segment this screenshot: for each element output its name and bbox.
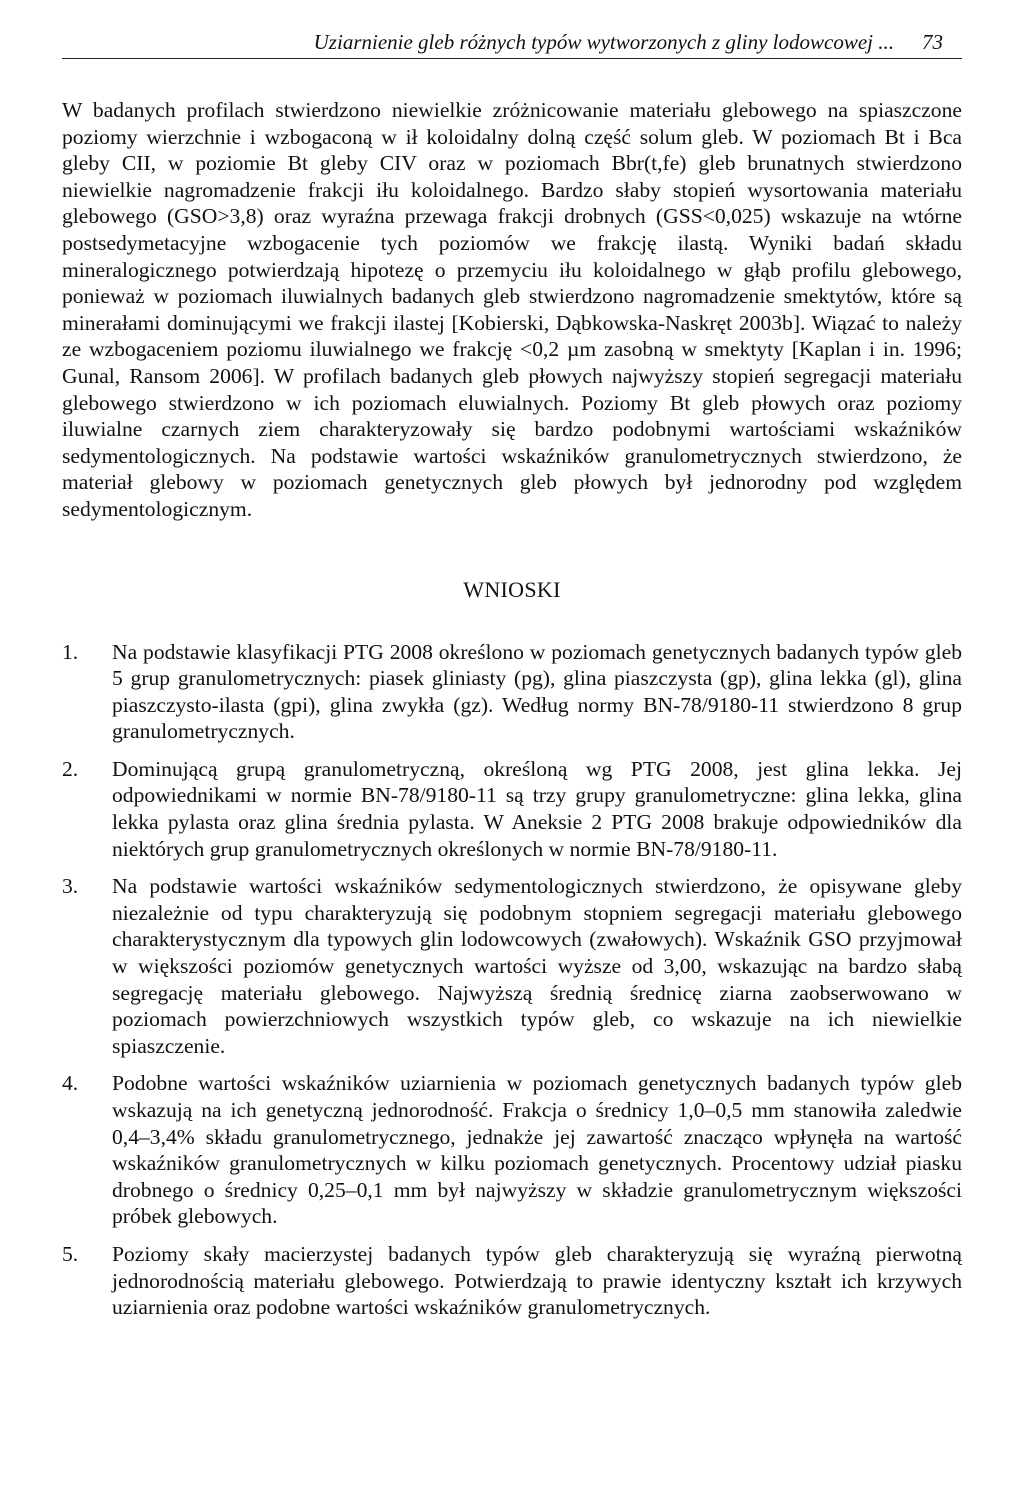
body-paragraph: W badanych profilach stwierdzono niewielkie zróżnicowanie materiału glebowego na spiaszczone poziomy wierzchnie i wzbogaconą w ił koloidalny dolną część solum gleb. W poziomach Bt i Bca gleby CII, w poziomie Bt gleby CIV oraz w poziomach Bbr(t,fe) gleb brunatnych stwierdzono niewielkie nagromadzenie frakcji iłu koloidalnego. Bardzo słaby stopień wysortowania materiału glebowego (GSO>3,8) oraz wyraźna przewaga frakcji drobnych (GSS<0,025) wskazuje na wtórne postsedymetacyjne wzbogacenie tych poziomów we frakcję ilastą. Wyniki badań składu mineralogicznego potwierdzają hipotezę o przemyciu iłu koloidalnego w głąb profilu glebowego, ponieważ w poziomach iluwialnych badanych gleb stwierdzono nagromadzenie smektytów, które są minerałami dominującymi we frakcji ilastej [Kobierski, Dąbkowska-Naskręt 2003b]. Wiązać to należy ze wzbogaceniem poziomu iluwialnego we frakcję <0,2 µm zasobną w smektyty [Kaplan i in. 1996; Gunal, Ransom 2006]. W profilach badanych gleb płowych najwyższy stopień segregacji materiału glebowego stwierdzono w ich poziomach eluwialnych. Poziomy Bt gleb płowych oraz poziomy iluwialne czarnych ziem charakteryzowały się bardzo podobnymi wartościami wskaźników sedymentologicznych. Na podstawie wartości wskaźników granulometrycznych stwierdzono, że materiał glebowy w poziomach genetycznych gleb płowych był jednorodny pod względem sedymentologicznym. xyxy=(62,98,962,521)
conclusion-item xyxy=(62,1241,962,1321)
item-text: Na podstawie klasyfikacji PTG 2008 określono w poziomach genetycznych badanych typów gleb 5 grup granulometrycznych: piasek gliniasty (pg), glina piaszczysta (gp), glina lekka (gl), glina piaszczysto-ilasta (gpi), glina zwykła (gz). Według normy BN-78/9180-11 stwierdzono 8 grup granulometrycznych. xyxy=(112,639,962,744)
item-number: 5. xyxy=(62,1241,79,1266)
item-text: Na podstawie wartości wskaźników sedymentologicznych stwierdzono, że opisywane gleby niezależnie od typu charakteryzują się podobnym stopniem segregacji materiału glebowego charakterystycznym dla typowych glin lodowcowych (zwałowych). Wskaźnik GSO przyjmował w większości poziomów genetycznych wartości wyższe od 3,00, wskazując na bardzo słabą segregację materiału glebowego. Najwyższą średnią średnicę ziarna zaobserwowano w poziomach powierzchniowych wszystkich typów gleb, co wskazuje na ich niewielkie spiaszczenie. xyxy=(112,874,962,1058)
conclusions-list xyxy=(62,639,962,1321)
item-number: 4. xyxy=(62,1071,79,1096)
item-number: 3. xyxy=(62,874,79,899)
item-number: 1. xyxy=(62,639,79,664)
running-title: Uziarnienie gleb różnych typów wytworzonych z gliny lodowcowej ... xyxy=(313,30,894,54)
conclusion-item xyxy=(62,1070,962,1230)
conclusion-item xyxy=(62,756,962,862)
conclusion-item xyxy=(62,639,962,745)
item-text: Podobne wartości wskaźników uziarnienia w poziomach genetycznych badanych typów gleb wskazują na ich genetyczną jednorodność. Frakcja o średnicy 1,0–0,5 mm stanowiła zaledwie 0,4–3,4% składu granulometrycznego, jednakże jej zawartość znacząco wpłynęła na wartość wskaźników granulometrycznych w kilku poziomach genetycznych. Procentowy udział piasku drobnego o średnicy 0,25–0,1 mm był najwyższy w składzie granulometrycznym większości próbek glebowych. xyxy=(112,1071,962,1229)
running-header xyxy=(62,30,962,59)
item-number: 2. xyxy=(62,756,79,781)
conclusion-item xyxy=(62,873,962,1059)
page-number: 73 xyxy=(922,30,943,54)
item-text: Dominującą grupą granulometryczną, określoną wg PTG 2008, jest glina lekka. Jej odpowiednikami w normie BN-78/9180-11 są trzy grupy granulometryczne: glina lekka, glina lekka pylasta oraz glina średnia pylasta. W Aneksie 2 PTG 2008 brakuje odpowiedników dla niektórych grup granulometrycznych określonych w normie BN-78/9180-11. xyxy=(112,756,962,861)
page xyxy=(62,30,962,1332)
section-heading: WNIOSKI xyxy=(463,576,561,602)
item-text: Poziomy skały macierzystej badanych typów gleb charakteryzują się wyraźną pierwotną jednorodnością materiału glebowego. Potwierdzają to prawie identyczny kształt ich krzywych uziarnienia oraz podobne wartości wskaźników granulometrycznych. xyxy=(112,1241,962,1320)
